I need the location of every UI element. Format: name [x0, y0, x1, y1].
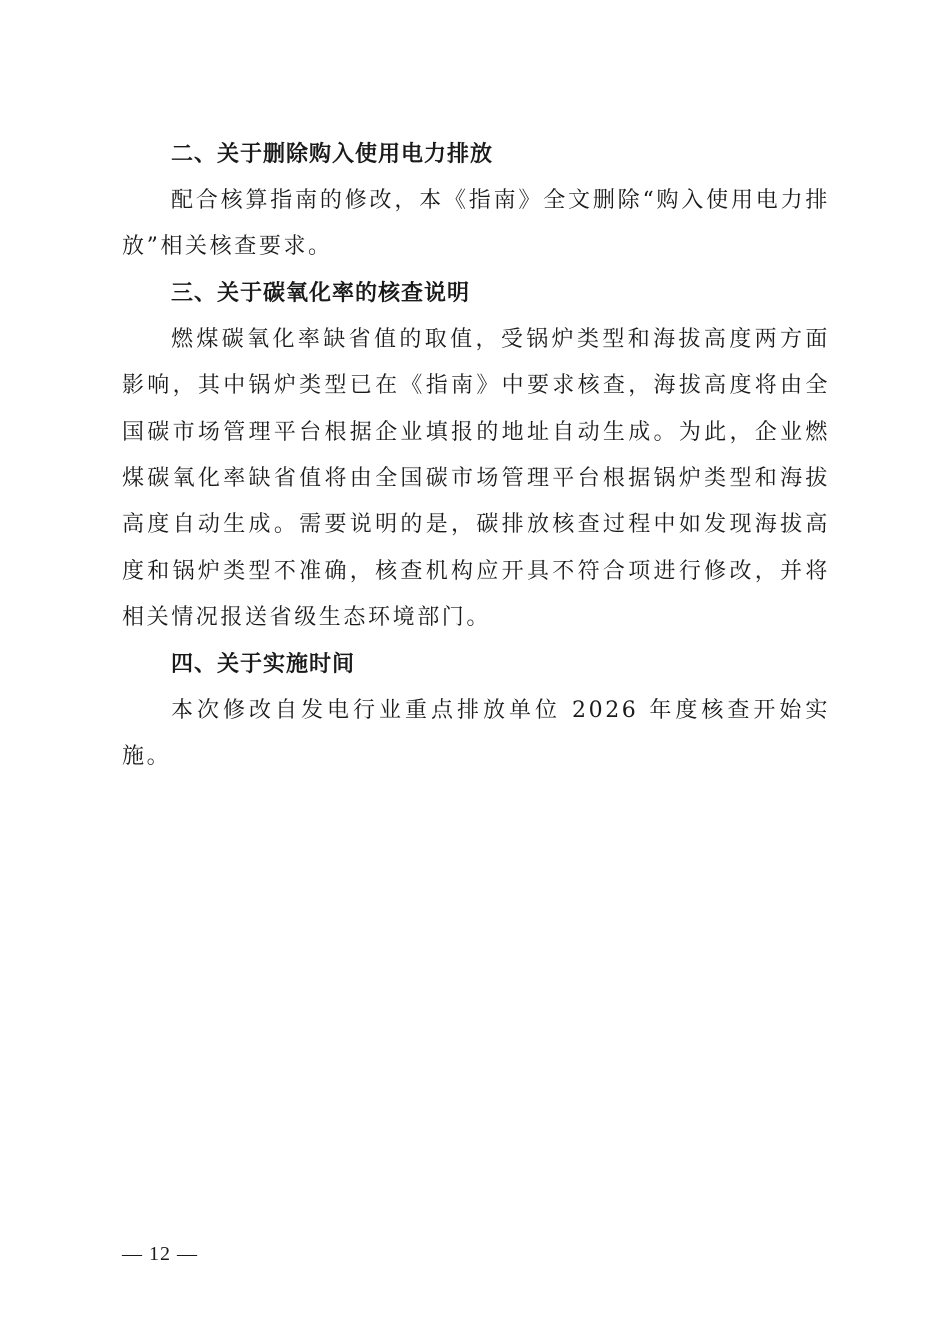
document-body [122, 132, 830, 780]
section-heading-electricity: 二、关于删除购入使用电力排放 [171, 142, 494, 167]
section-heading-oxidation-rate: 三、关于碳氧化率的核查说明 [171, 280, 471, 306]
section-paragraph-oxidation-rate: 燃煤碳氧化率缺省值的取值，受锅炉类型和海拔高度两方面影响，其中锅炉类型已在《指南》中要求核查，海拔高度将由全国碳市场管理平台根据企业填报的地址自动生成。为此，企业燃煤碳氧化率缺省值将由全国碳市场管理平台根据锅炉类型和海拔高度自动生成。需要说明的是，碳排放核查过程中如发现海拔高度和锅炉类型不准确，核查机构应开具不符合项进行修改，并将相关情况报送省级生态环境部门。 [122, 326, 830, 631]
section-paragraph-electricity: 配合核算指南的修改，本《指南》全文删除“购入使用电力排放”相关核查要求。 [122, 188, 830, 260]
section-heading-implementation-time: 四、关于实施时间 [171, 651, 356, 677]
section-paragraph-implementation-time: 本次修改自发电行业重点排放单位 2026 年度核查开始实施。 [122, 697, 830, 770]
page-number: — 12 — [122, 1243, 198, 1265]
